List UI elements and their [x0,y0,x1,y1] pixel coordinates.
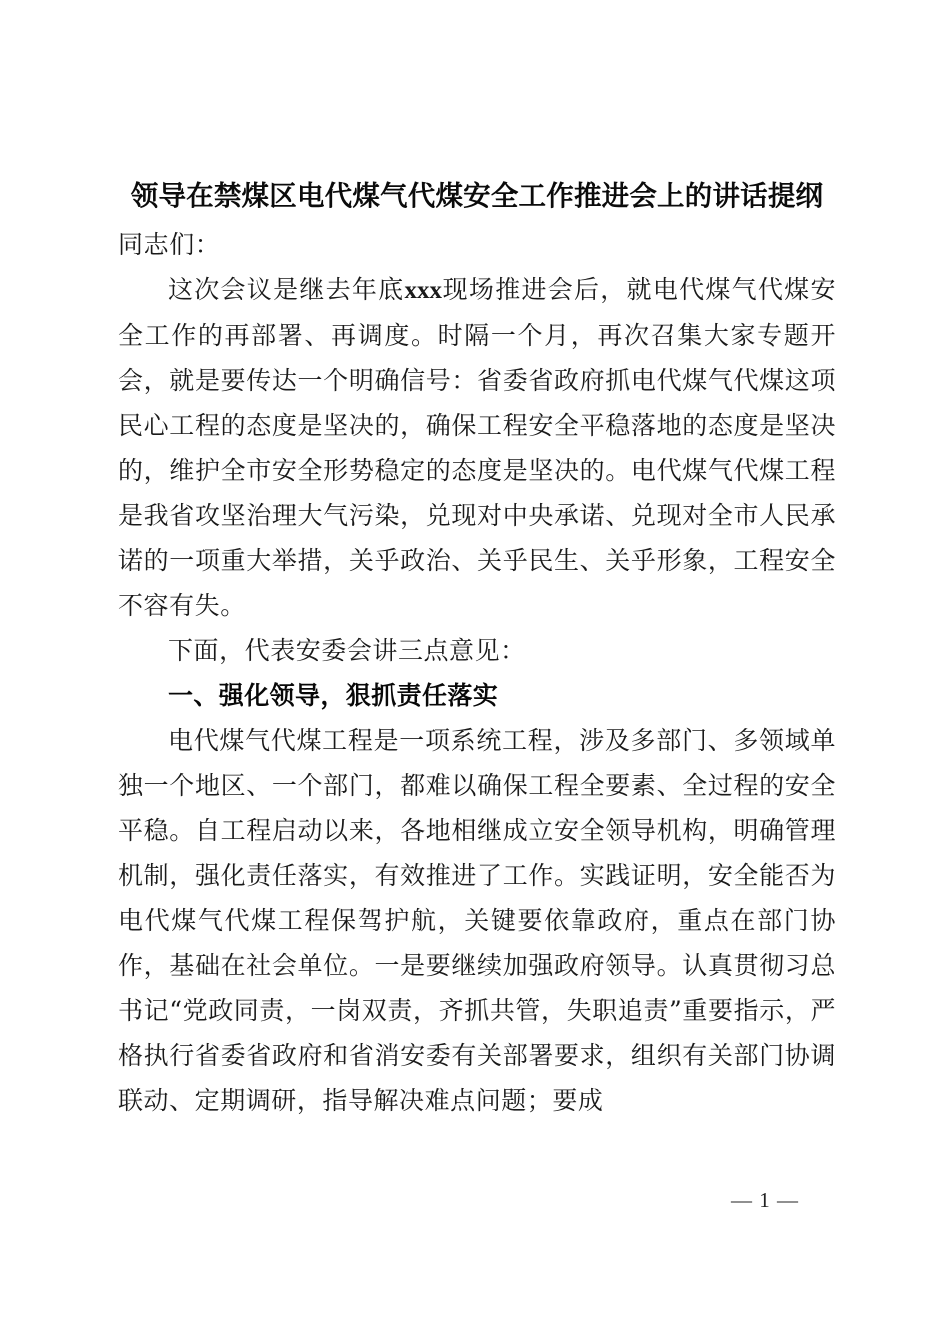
paragraph-transition: 下面，代表安委会讲三点意见： [168,636,526,665]
paragraph-text-segment: 现场推进会后，就电代煤气代煤安全工作的再部署、再调度。时隔一个月，再次召集大家专题开会，就是要传达一个明确信号：省委省政府抓电代煤气代煤这项民心工程的态度是坚决的，确保工程安全平稳落地的态度是坚决的，维护全市安全形势稳定的态度是坚决的。电代煤气代煤工程是我省攻坚治理大气污染，兑现对中央承诺、兑现对全市人民承诺的一项重大举措，关乎政治、关乎民生、关乎形象，工程安全不容有失。 [118,275,836,620]
page-footer [0,1187,950,1213]
salutation-line: 同志们： [118,230,221,259]
placeholder-token: xxx [404,277,442,304]
paragraph-opening [118,267,836,628]
paragraph-section-one-body: 电代煤气代煤工程是一项系统工程，涉及多部门、多领域单独一个地区、一个部门，都难以确保工程全要素、全过程的安全平稳。自工程启动以来，各地相继成立安全领导机构，明确管理机制，强化责任落实，有效推进了工作。实践证明，安全能否为电代煤气代煤工程保驾护航，关键要依靠政府，重点在部门协作，基础在社会单位。一是要继续加强政府领导。认真贯彻习总书记“党政同责，一岗双责，齐抓共管，失职追责”重要指示，严格执行省委省政府和省消安委有关部署要求，组织有关部门协调联动、定期调研，指导解决难点问题；要成 [118,726,836,1115]
page-number: — 1 — [731,1188,799,1212]
page-title: 领导在禁煤区电代煤气代煤安全工作推进会上的讲话提纲 [130,180,824,211]
document-content [118,176,836,1123]
paragraph-text-segment: 这次会议是继去年底 [168,275,405,304]
section-heading-one: 一、强化领导，狠抓责任落实 [168,681,499,710]
